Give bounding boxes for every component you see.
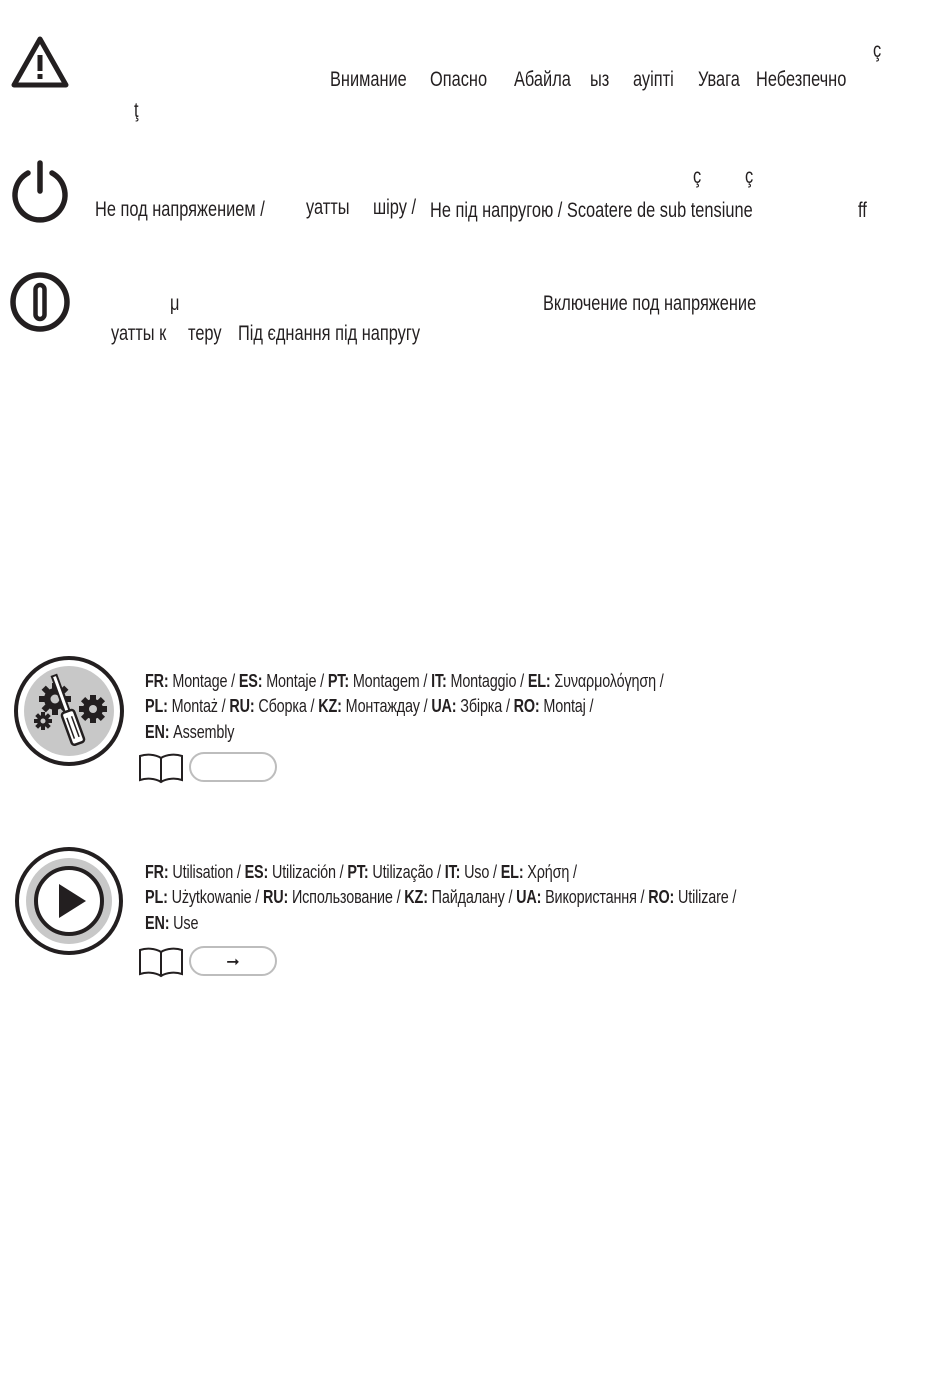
warning-text-kz3: ауіпті bbox=[633, 68, 674, 91]
warning-text-ru2: Опасно bbox=[430, 68, 488, 91]
power-off-text-ru: Не под напряжением / bbox=[95, 198, 265, 221]
warning-cedilla: ç bbox=[873, 39, 882, 62]
warning-text-ua2: Небезпечно bbox=[756, 68, 847, 91]
use-line-1: FR: Utilisation / ES: Utilización / PT: Utilização / IT: Uso / EL: Χρήση / bbox=[145, 862, 577, 882]
power-on-icon bbox=[9, 271, 71, 333]
warning-text-kz1: Абайла bbox=[514, 68, 571, 91]
warning-t-comma: ţ bbox=[134, 99, 139, 122]
book-icon bbox=[138, 946, 184, 978]
power-on-text-kz1: уатты к bbox=[111, 322, 167, 345]
assembly-line-3: EN: Assembly bbox=[145, 722, 235, 742]
warning-text-ua1: Увага bbox=[698, 68, 740, 91]
power-off-icon bbox=[9, 159, 71, 225]
assembly-page-pill bbox=[189, 752, 277, 782]
power-off-cedilla-1: ç bbox=[693, 165, 702, 188]
power-off-text-kz2: шіру / bbox=[373, 196, 416, 219]
power-on-text-kz2: теру bbox=[188, 322, 222, 345]
power-on-mu: μ bbox=[170, 292, 180, 315]
play-icon bbox=[14, 846, 124, 956]
use-page-pill bbox=[189, 946, 277, 976]
power-off-text-kz1: уатты bbox=[306, 196, 350, 219]
assembly-line-2: PL: Montaż / RU: Сборка / KZ: Монтаждау / UA: Збірка / RO: Montaj / bbox=[145, 696, 594, 716]
power-off-cedilla-2: ç bbox=[745, 165, 754, 188]
power-off-ff: ff bbox=[858, 199, 867, 222]
warning-text-kz2: ыз bbox=[590, 68, 610, 91]
warning-text-ru: Внимание bbox=[330, 68, 407, 91]
assembly-tools-icon bbox=[13, 655, 125, 767]
assembly-line-1: FR: Montage / ES: Montaje / PT: Montagem / IT: Montaggio / EL: Συναρμολόγηση / bbox=[145, 671, 664, 691]
arrow-right-icon: ➞ bbox=[226, 951, 240, 971]
power-off-text-rest: Не під напругою / Scoatere de sub tensiune bbox=[430, 199, 753, 222]
power-on-text-ru: Включение под напряжение bbox=[543, 292, 757, 315]
use-line-3: EN: Use bbox=[145, 913, 199, 933]
power-on-text-ua: Під єднання під напругу bbox=[238, 322, 421, 345]
book-icon bbox=[138, 752, 184, 784]
warning-triangle-icon bbox=[10, 35, 70, 89]
use-line-2: PL: Użytkowanie / RU: Использование / KZ: Пайдалану / UA: Використання / RO: Utilizare / bbox=[145, 887, 737, 907]
